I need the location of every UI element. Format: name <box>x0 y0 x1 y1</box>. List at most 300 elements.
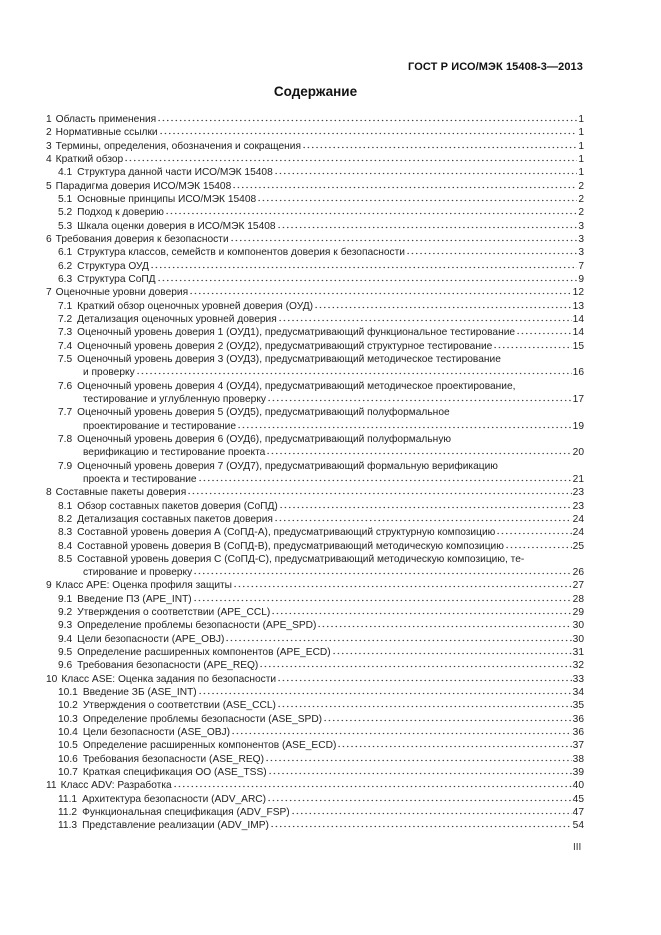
toc-entry-line[interactable] <box>46 766 584 779</box>
toc-entry-number: 3 <box>46 140 52 152</box>
toc-entry-title[interactable]: Оценочный уровень доверия 1 (ОУД1), предусматривающий функциональное тестирование <box>77 327 516 339</box>
toc-entry-title[interactable]: Класс ASE: Оценка задания по безопасности <box>61 673 277 685</box>
toc-entry-title[interactable]: Термины, определения, обозначения и сокращения <box>55 140 302 152</box>
dot-leader <box>274 513 572 522</box>
toc-entry[interactable] <box>46 806 584 819</box>
toc-entry[interactable] <box>46 233 584 246</box>
toc-entry-page[interactable]: 24 <box>572 513 584 525</box>
dot-leader <box>265 753 572 762</box>
toc-entry-line[interactable] <box>46 313 584 326</box>
dot-leader <box>291 806 572 815</box>
toc-entry-page[interactable]: 26 <box>572 567 584 579</box>
toc-entry-number: 10.5 <box>58 740 78 752</box>
toc-entry[interactable] <box>46 646 584 659</box>
toc-entry-number: 10.4 <box>58 727 78 739</box>
toc-entry-number: 8.2 <box>58 513 73 525</box>
toc-entry[interactable] <box>46 633 584 646</box>
toc-entry-line[interactable] <box>46 713 584 726</box>
dot-leader <box>157 113 577 122</box>
dot-leader <box>267 393 572 402</box>
toc-entry-line[interactable] <box>46 579 584 592</box>
toc-entry-number: 7.7 <box>58 407 73 419</box>
toc-entry-page[interactable]: 3 <box>578 247 584 259</box>
dot-leader <box>193 566 571 575</box>
toc-entry-line[interactable] <box>46 233 584 246</box>
toc-entry-number: 5.3 <box>58 220 73 232</box>
toc-entry-title[interactable]: Функциональная спецификация (ADV_FSP) <box>82 807 290 819</box>
toc-entry[interactable] <box>46 713 584 726</box>
toc-entry[interactable] <box>46 513 584 526</box>
toc-entry[interactable] <box>46 326 584 339</box>
document-header: ГОСТ Р ИСО/МЭК 15408-3—2013 <box>408 61 583 73</box>
toc-entry-number: 9.4 <box>58 633 73 645</box>
toc-entry-title[interactable]: Класс ADV: Разработка <box>60 780 172 792</box>
toc-entry-number: 5.1 <box>58 193 73 205</box>
toc-entry[interactable] <box>46 180 584 193</box>
dot-leader <box>159 126 578 135</box>
toc-entry-number: 6.1 <box>58 247 73 259</box>
toc-entry-number: 10.6 <box>58 753 78 765</box>
toc-entry-line[interactable] <box>46 273 584 286</box>
toc-entry-line[interactable] <box>46 526 584 539</box>
toc-entry-number: 11.3 <box>58 820 78 832</box>
toc-entry[interactable] <box>46 460 584 487</box>
dot-leader <box>237 420 572 429</box>
toc-entry-page[interactable]: 17 <box>572 393 584 405</box>
toc-entry-title[interactable]: Краткий обзор оценочных уровней доверия (ОУД) <box>77 300 314 312</box>
toc-entry-page[interactable]: 15 <box>572 340 584 352</box>
dot-leader <box>259 659 571 668</box>
toc-entry-title[interactable]: Краткий обзор <box>55 153 124 165</box>
toc-entry-page[interactable]: 2 <box>578 180 584 192</box>
toc-entry-continuation[interactable] <box>46 473 584 486</box>
toc-entry-line[interactable] <box>46 659 584 672</box>
toc-entry-page[interactable]: 23 <box>572 487 584 499</box>
dot-leader <box>124 153 577 162</box>
toc-entry[interactable] <box>46 819 584 832</box>
toc-entry-continuation[interactable] <box>46 420 584 433</box>
toc-entry-title[interactable]: Введение ЗБ (ASE_INT) <box>82 687 197 699</box>
dot-leader <box>278 313 572 322</box>
toc-entry-page[interactable]: 31 <box>572 647 584 659</box>
toc-entry-line[interactable] <box>46 739 584 752</box>
toc-entry-number: 8 <box>46 487 52 499</box>
toc-entry-page[interactable]: 36 <box>572 713 584 725</box>
dot-leader <box>516 326 572 335</box>
dot-leader <box>274 166 578 175</box>
toc-entry-line[interactable] <box>46 819 584 832</box>
toc-entry-title[interactable]: Определение проблемы безопасности (APE_SPD) <box>77 620 317 632</box>
toc-entry-line[interactable] <box>46 246 584 259</box>
toc-entry-number: 10.7 <box>58 767 78 779</box>
toc-entry[interactable] <box>46 779 584 792</box>
toc-entry[interactable] <box>46 606 584 619</box>
dot-leader <box>279 500 572 509</box>
toc-entry-continuation[interactable] <box>46 566 584 579</box>
toc-entry-title[interactable]: Требования безопасности (ASE_REQ) <box>82 753 264 765</box>
toc-entry[interactable] <box>46 659 584 672</box>
toc-entry[interactable] <box>46 220 584 233</box>
dot-leader <box>231 726 572 735</box>
toc-entry-number: 11.1 <box>58 793 78 805</box>
toc-entry-line[interactable] <box>46 540 584 553</box>
toc-entry-page[interactable]: 35 <box>572 700 584 712</box>
toc-entry-page[interactable]: 47 <box>572 807 584 819</box>
toc-entry-number: 6.3 <box>58 273 73 285</box>
toc-entry-title[interactable]: Структура классов, семейств и компонентов доверия к безопасности <box>77 247 405 259</box>
dot-leader <box>277 220 578 229</box>
toc-entry-number: 9.3 <box>58 620 73 632</box>
toc-entry-line[interactable] <box>46 140 584 153</box>
toc-entry-title-continued[interactable]: верификацию и тестирование проекта <box>83 447 266 459</box>
toc-entry-page[interactable]: 3 <box>578 220 584 232</box>
toc-entry[interactable] <box>46 766 584 779</box>
dot-leader <box>267 793 572 802</box>
table-of-contents <box>46 113 584 833</box>
toc-entry-page[interactable]: 2 <box>578 207 584 219</box>
dot-leader <box>225 633 571 642</box>
toc-entry-number: 7.3 <box>58 327 73 339</box>
toc-entry-title[interactable]: Оценочный уровень доверия 2 (ОУД2), предусматривающий структурное тестирование <box>77 340 493 352</box>
toc-entry-title[interactable]: Составные пакеты доверия <box>55 487 187 499</box>
dot-leader <box>496 526 571 535</box>
dot-leader <box>257 193 577 202</box>
toc-entry-line[interactable] <box>46 606 584 619</box>
dot-leader <box>493 340 571 349</box>
toc-entry-title[interactable]: Введение ПЗ (APE_INT) <box>77 593 192 605</box>
toc-entry-page[interactable]: 13 <box>572 300 584 312</box>
toc-entry-number: 5 <box>46 180 52 192</box>
toc-entry-page[interactable]: 1 <box>578 127 584 139</box>
toc-entry-number: 7.8 <box>58 433 73 445</box>
toc-entry-number: 9.1 <box>58 593 73 605</box>
dot-leader <box>268 766 572 775</box>
toc-entry-title-continued[interactable]: и проверку <box>83 367 135 379</box>
toc-entry[interactable] <box>46 500 584 513</box>
toc-entry-line[interactable] <box>46 326 584 339</box>
toc-entry-number: 4 <box>46 153 52 165</box>
toc-entry-line[interactable] <box>46 633 584 646</box>
toc-entry-page[interactable]: 40 <box>572 780 584 792</box>
toc-entry-title[interactable]: Требования доверия к безопасности <box>55 233 229 245</box>
toc-entry[interactable] <box>46 673 584 686</box>
toc-entry[interactable] <box>46 313 584 326</box>
toc-entry-page[interactable]: 16 <box>572 367 584 379</box>
toc-entry-line[interactable] <box>46 300 584 313</box>
toc-entry-title[interactable]: Определение расширенных компонентов (APE_ECD) <box>77 647 331 659</box>
toc-entry-page[interactable]: 33 <box>572 673 584 685</box>
toc-entry[interactable] <box>46 486 584 499</box>
dot-leader <box>173 779 572 788</box>
toc-entry-continuation[interactable] <box>46 446 584 459</box>
toc-entry-number: 8.5 <box>58 553 73 565</box>
toc-entry-line[interactable] <box>46 380 584 393</box>
toc-entry[interactable] <box>46 353 584 380</box>
toc-entry-page[interactable]: 36 <box>572 727 584 739</box>
dot-leader <box>317 619 571 628</box>
toc-entry-number: 5.2 <box>58 207 73 219</box>
dot-leader <box>150 260 577 269</box>
dot-leader <box>505 540 572 549</box>
dot-leader <box>198 686 572 695</box>
toc-entry-title[interactable]: Составной уровень доверия А (СоПД-А), предусматривающий структурную композицию <box>77 527 496 539</box>
toc-entry-page[interactable]: 23 <box>572 500 584 512</box>
dot-leader <box>233 579 572 588</box>
toc-entry[interactable] <box>46 166 584 179</box>
dot-leader <box>189 286 572 295</box>
toc-entry-page[interactable]: 30 <box>572 620 584 632</box>
dot-leader <box>198 473 572 482</box>
toc-entry[interactable] <box>46 793 584 806</box>
toc-entry-continuation[interactable] <box>46 366 584 379</box>
toc-entry-page[interactable]: 19 <box>572 420 584 432</box>
toc-entry-page[interactable]: 3 <box>578 233 584 245</box>
toc-entry-title[interactable]: Архитектура безопасности (ADV_ARC) <box>82 793 267 805</box>
toc-entry-number: 8.3 <box>58 527 73 539</box>
toc-entry-page[interactable]: 1 <box>578 140 584 152</box>
toc-entry-number: 9.2 <box>58 607 73 619</box>
toc-entry-page[interactable]: 25 <box>572 540 584 552</box>
toc-entry-number: 6.2 <box>58 260 73 272</box>
toc-entry-title[interactable]: Утверждения о соответствии (APE_CCL) <box>77 607 271 619</box>
toc-entry[interactable] <box>46 540 584 553</box>
toc-entry-number: 9.5 <box>58 647 73 659</box>
toc-entry-title[interactable]: Подход к доверию <box>77 207 164 219</box>
toc-entry-title[interactable]: Структура СоПД <box>77 273 156 285</box>
toc-entry-number: 4.1 <box>58 167 73 179</box>
toc-entry-continuation[interactable] <box>46 393 584 406</box>
toc-entry-line[interactable] <box>46 433 584 446</box>
toc-entry-line[interactable] <box>46 206 584 219</box>
toc-entry-line[interactable] <box>46 673 584 686</box>
toc-entry-line[interactable] <box>46 166 584 179</box>
toc-entry-number: 7 <box>46 287 52 299</box>
toc-entry-page[interactable]: 39 <box>572 767 584 779</box>
dot-leader <box>277 673 572 682</box>
toc-entry-title[interactable]: Класс АРЕ: Оценка профиля защиты <box>55 580 233 592</box>
toc-entry-line[interactable] <box>46 260 584 273</box>
toc-entry-title[interactable]: Определение проблемы безопасности (ASE_SPD) <box>82 713 323 725</box>
toc-entry-title-continued[interactable]: проекта и тестирование <box>83 473 197 485</box>
toc-entry-line[interactable] <box>46 406 584 419</box>
toc-entry-number: 2 <box>46 127 52 139</box>
toc-entry[interactable] <box>46 140 584 153</box>
toc-entry[interactable] <box>46 553 584 580</box>
toc-entry-title-continued[interactable]: проектирование и тестирование <box>83 420 237 432</box>
toc-entry-title[interactable]: Составной уровень доверия В (СоПД-В), предусматривающий методическую композицию <box>77 540 504 552</box>
toc-entry-number: 10.2 <box>58 700 78 712</box>
toc-entry-number: 10.3 <box>58 713 78 725</box>
toc-entry-title[interactable]: Представление реализации (ADV_IMP) <box>82 820 269 832</box>
toc-entry-page[interactable]: 1 <box>578 153 584 165</box>
dot-leader <box>332 646 572 655</box>
toc-entry-number: 9.6 <box>58 660 73 672</box>
toc-entry-number: 7.4 <box>58 340 73 352</box>
toc-entry-number: 7.5 <box>58 353 73 365</box>
toc-entry-title[interactable]: Парадигма доверия ИСО/МЭК 15408 <box>55 180 232 192</box>
toc-entry[interactable] <box>46 246 584 259</box>
toc-entry-page[interactable]: 37 <box>572 740 584 752</box>
toc-entry-page[interactable]: 28 <box>572 593 584 605</box>
toc-entry-line[interactable] <box>46 286 584 299</box>
toc-entry[interactable] <box>46 526 584 539</box>
toc-entry[interactable] <box>46 753 584 766</box>
toc-entry-page[interactable]: 21 <box>572 473 584 485</box>
toc-entry[interactable] <box>46 380 584 407</box>
dot-leader <box>277 699 572 708</box>
page-title: Содержание <box>273 84 358 99</box>
toc-entry-title[interactable]: Краткая спецификация ОО (ASE_TSS) <box>82 767 267 779</box>
toc-entry[interactable] <box>46 300 584 313</box>
toc-entry-page[interactable]: 14 <box>572 327 584 339</box>
toc-entry-title[interactable]: Цели безопасности (APE_OBJ) <box>77 633 225 645</box>
toc-entry-page[interactable]: 7 <box>578 260 584 272</box>
toc-entry-line[interactable] <box>46 460 584 473</box>
dot-leader <box>136 366 572 375</box>
dot-leader <box>271 606 571 615</box>
toc-entry[interactable] <box>46 126 584 139</box>
page-number: III <box>573 842 582 853</box>
toc-entry[interactable] <box>46 726 584 739</box>
toc-entry-title[interactable]: Составной уровень доверия С (СоПД-С), предусматривающий методическую композицию, те- <box>77 553 525 565</box>
toc-entry-page[interactable]: 38 <box>572 753 584 765</box>
toc-entry[interactable] <box>46 686 584 699</box>
toc-entry-title[interactable]: Оценочный уровень доверия 7 (ОУД7), предусматривающий формальную верификацию <box>77 460 498 472</box>
toc-entry-title[interactable]: Цели безопасности (ASE_OBJ) <box>82 727 231 739</box>
toc-entry[interactable] <box>46 153 584 166</box>
dot-leader <box>230 233 578 242</box>
toc-entry-number: 1 <box>46 114 52 125</box>
toc-entry-page[interactable]: 45 <box>572 793 584 805</box>
toc-entry-line[interactable] <box>46 113 584 126</box>
toc-entry[interactable] <box>46 340 584 353</box>
toc-entry-number: 7.6 <box>58 380 73 392</box>
toc-entry-number: 9 <box>46 580 52 592</box>
toc-entry-page[interactable]: 1 <box>578 114 584 125</box>
toc-entry-number: 7.2 <box>58 313 73 325</box>
toc-entry-line[interactable] <box>46 619 584 632</box>
toc-entry-line[interactable] <box>46 180 584 193</box>
toc-entry-title[interactable]: Утверждения о соответствии (ASE_CCL) <box>82 700 276 712</box>
toc-entry-title[interactable]: Оценочные уровни доверия <box>55 287 189 299</box>
toc-entry-page[interactable]: 9 <box>578 273 584 285</box>
toc-entry-title-continued[interactable]: тестирование и углубленную проверку <box>83 393 266 405</box>
toc-entry-number: 10 <box>46 673 58 685</box>
dot-leader <box>266 446 571 455</box>
toc-entry[interactable] <box>46 406 584 433</box>
toc-entry-page[interactable]: 32 <box>572 660 584 672</box>
toc-entry-line[interactable] <box>46 153 584 166</box>
toc-entry-line[interactable] <box>46 193 584 206</box>
toc-entry-line[interactable] <box>46 686 584 699</box>
toc-entry-number: 8.4 <box>58 540 73 552</box>
toc-entry-page[interactable]: 2 <box>578 193 584 205</box>
toc-entry-line[interactable] <box>46 220 584 233</box>
toc-entry-title[interactable]: Оценочный уровень доверия 5 (ОУД5), предусматривающий полуформальное <box>77 407 450 419</box>
toc-entry-title[interactable]: Обзор составных пакетов доверия (СоПД) <box>77 500 278 512</box>
toc-entry-title[interactable]: Оценочный уровень доверия 3 (ОУД3), предусматривающий методическое тестирование <box>77 353 501 365</box>
dot-leader <box>314 300 572 309</box>
toc-entry-page[interactable]: 24 <box>572 527 584 539</box>
toc-entry-line[interactable] <box>46 806 584 819</box>
dot-leader <box>406 246 577 255</box>
toc-entry-title[interactable]: Структура данной части ИСО/МЭК 15408 <box>77 167 273 179</box>
toc-entry-page[interactable]: 34 <box>572 687 584 699</box>
toc-entry-title[interactable]: Определение расширенных компонентов (ASE_ECD) <box>82 740 337 752</box>
toc-entry-line[interactable] <box>46 779 584 792</box>
toc-entry[interactable] <box>46 206 584 219</box>
toc-entry-line[interactable] <box>46 513 584 526</box>
toc-entry-page[interactable]: 14 <box>572 313 584 325</box>
toc-entry-page[interactable]: 20 <box>572 447 584 459</box>
toc-entry-title[interactable]: Детализация составных пакетов доверия <box>77 513 273 525</box>
toc-entry-line[interactable] <box>46 699 584 712</box>
toc-entry-page[interactable]: 54 <box>572 820 584 832</box>
toc-entry-line[interactable] <box>46 500 584 513</box>
toc-entry-line[interactable] <box>46 353 584 366</box>
dot-leader <box>337 739 571 748</box>
toc-entry-title[interactable]: Детализация оценочных уровней доверия <box>77 313 277 325</box>
toc-entry[interactable] <box>46 286 584 299</box>
toc-entry-line[interactable] <box>46 726 584 739</box>
toc-entry[interactable] <box>46 579 584 592</box>
toc-entry-page[interactable]: 1 <box>578 167 584 179</box>
toc-entry-number: 7.9 <box>58 460 73 472</box>
toc-entry-number: 11.2 <box>58 807 78 819</box>
dot-leader <box>232 180 577 189</box>
toc-entry[interactable] <box>46 739 584 752</box>
toc-entry-title[interactable]: Нормативные ссылки <box>55 127 158 139</box>
toc-entry[interactable] <box>46 433 584 460</box>
toc-entry-line[interactable] <box>46 486 584 499</box>
toc-entry-title[interactable]: Требования безопасности (APE_REQ) <box>77 660 259 672</box>
toc-entry-page[interactable]: 12 <box>572 287 584 299</box>
toc-entry[interactable] <box>46 593 584 606</box>
toc-entry-title[interactable]: Оценочный уровень доверия 4 (ОУД4), предусматривающий методическое проектирование, <box>77 380 516 392</box>
toc-entry[interactable] <box>46 619 584 632</box>
toc-entry-number: 6 <box>46 233 52 245</box>
dot-leader <box>157 273 578 282</box>
toc-entry-title[interactable]: Основные принципы ИСО/МЭК 15408 <box>77 193 257 205</box>
toc-entry-number: 7.1 <box>58 300 73 312</box>
toc-entry-title[interactable]: Структура ОУД <box>77 260 149 272</box>
toc-entry-number: 10.1 <box>58 687 78 699</box>
toc-entry-line[interactable] <box>46 646 584 659</box>
toc-entry-page[interactable]: 29 <box>572 607 584 619</box>
dot-leader <box>323 713 572 722</box>
toc-entry-title[interactable]: Шкала оценки доверия в ИСО/МЭК 15408 <box>77 220 276 232</box>
toc-entry-title[interactable]: Оценочный уровень доверия 6 (ОУД6), предусматривающий полуформальную <box>77 433 452 445</box>
toc-entry[interactable] <box>46 260 584 273</box>
toc-entry-line[interactable] <box>46 593 584 606</box>
toc-entry[interactable] <box>46 193 584 206</box>
toc-entry-page[interactable]: 30 <box>572 633 584 645</box>
toc-entry-page[interactable]: 27 <box>572 580 584 592</box>
toc-entry[interactable] <box>46 273 584 286</box>
toc-entry-title-continued[interactable]: стирование и проверку <box>83 567 193 579</box>
toc-entry[interactable] <box>46 113 584 126</box>
toc-entry[interactable] <box>46 699 584 712</box>
toc-entry-line[interactable] <box>46 753 584 766</box>
toc-entry-title[interactable]: Область применения <box>55 114 157 125</box>
toc-entry-line[interactable] <box>46 553 584 566</box>
toc-entry-number: 11 <box>46 780 57 792</box>
toc-entry-line[interactable] <box>46 126 584 139</box>
dot-leader <box>270 819 572 828</box>
toc-entry-line[interactable] <box>46 340 584 353</box>
dot-leader <box>187 486 571 495</box>
toc-entry-line[interactable] <box>46 793 584 806</box>
